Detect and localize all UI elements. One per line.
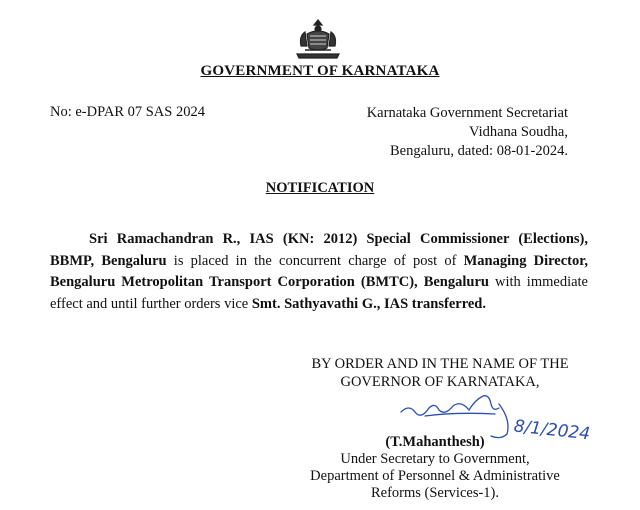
signatory-name: (T.Mahanthesh) bbox=[385, 434, 485, 450]
secretariat-address bbox=[367, 104, 568, 161]
government-heading: GOVERNMENT OF KARNATAKA bbox=[200, 63, 440, 79]
officer-name: Sri Ramachandran R., IAS (KN: 2012) Special Commissioner (Elections), BBMP, Bengaluru bbox=[50, 231, 588, 269]
body-text-2: with immediate effect and until further orders vice bbox=[50, 274, 588, 312]
signatory-section: Reforms (Services-1). bbox=[370, 485, 500, 501]
notification-title: NOTIFICATION bbox=[265, 180, 375, 196]
order-block bbox=[300, 355, 580, 391]
order-line-2: GOVERNOR OF KARNATAKA, bbox=[340, 374, 540, 390]
signatory-designation: Under Secretary to Government, bbox=[340, 451, 530, 467]
notification-body bbox=[50, 229, 588, 315]
vice-officer: Smt. Sathyavathi G., IAS transferred. bbox=[251, 295, 486, 312]
signatory-department: Department of Personnel & Administrative bbox=[310, 468, 560, 484]
reference-number: No: e-DPAR 07 SAS 2024 bbox=[50, 104, 205, 120]
karnataka-emblem-icon bbox=[293, 16, 343, 62]
address-line-1: Karnataka Government Secretariat bbox=[366, 105, 568, 121]
body-text-1: is placed in the concurrent charge of post of bbox=[166, 252, 464, 269]
signatory-block bbox=[290, 434, 580, 502]
address-line-3: Bengaluru, dated: 08-01-2024. bbox=[390, 143, 568, 159]
order-line-1: BY ORDER AND IN THE NAME OF THE bbox=[311, 356, 569, 372]
posting-title: Managing Director, Bengaluru Metropolitan Transport Corporation (BMTC), Bengaluru bbox=[50, 252, 588, 291]
address-line-2: Vidhana Soudha, bbox=[468, 124, 568, 140]
handwritten-date-text: 8/1/2024 bbox=[512, 416, 591, 445]
